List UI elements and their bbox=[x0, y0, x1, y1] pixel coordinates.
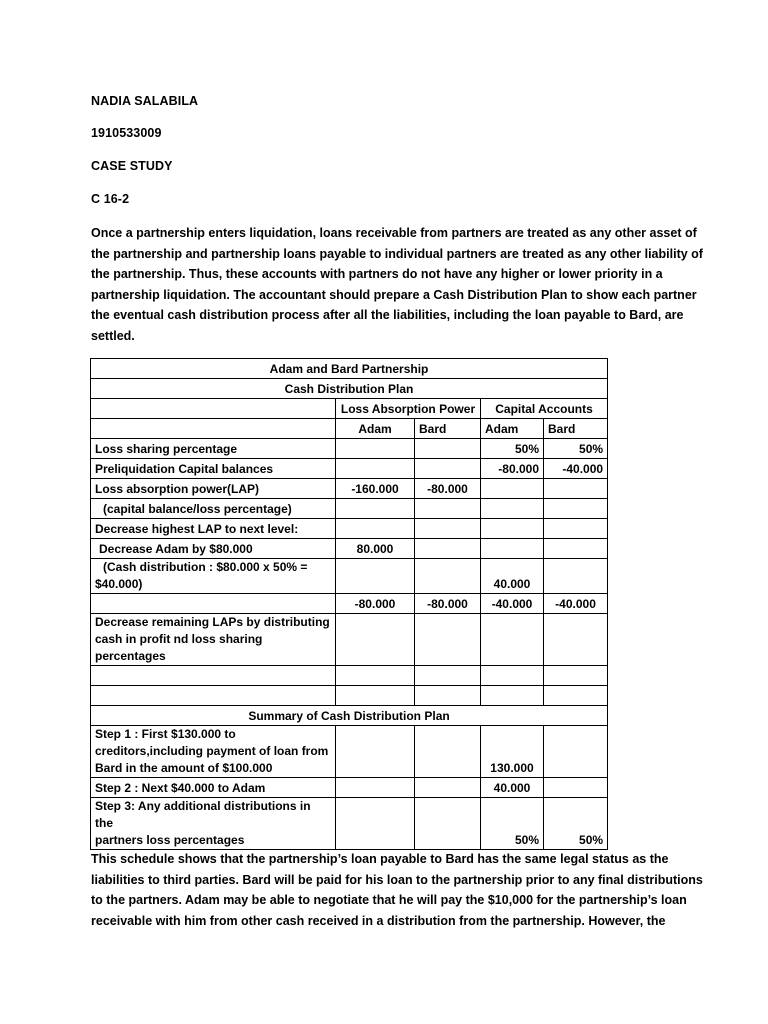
cell-value: 50% bbox=[544, 798, 608, 850]
col-header-cap-adam: Adam bbox=[481, 419, 544, 439]
paragraph-line: Once a partnership enters liquidation, loans receivable from partners are treated as any other asset of bbox=[91, 226, 697, 240]
lap-group-header: Loss Absorption Power bbox=[336, 399, 481, 419]
student-id: 1910533009 bbox=[91, 126, 162, 140]
cell-value: 80.000 bbox=[336, 539, 415, 559]
step-label: Step 1 : First $130.000 to creditors,including payment of loan from Bard in the amount of $100.000 bbox=[91, 726, 336, 778]
column-header-row bbox=[91, 419, 608, 439]
row-label: Loss sharing percentage bbox=[91, 439, 336, 459]
paragraph-line: receivable with him from other cash received in a distribution from the partnership. However, the bbox=[91, 913, 666, 928]
paragraph-line: the eventual cash distribution process after all the liabilities, including the loan payable to Bard, are bbox=[91, 308, 684, 322]
summary-title: Summary of Cash Distribution Plan bbox=[91, 706, 608, 726]
table-row bbox=[91, 479, 608, 499]
summary-row bbox=[91, 726, 608, 778]
table-row bbox=[91, 559, 608, 594]
row-label: Preliquidation Capital balances bbox=[91, 459, 336, 479]
cell-value: -80.000 bbox=[336, 594, 415, 614]
row-label: Decrease highest LAP to next level: bbox=[91, 519, 336, 539]
table-row bbox=[91, 519, 608, 539]
capital-group-header: Capital Accounts bbox=[481, 399, 608, 419]
step-label: Step 2 : Next $40.000 to Adam bbox=[91, 778, 336, 798]
table-row bbox=[91, 459, 608, 479]
cell-value: 40.000 bbox=[481, 559, 544, 594]
summary-title-row bbox=[91, 706, 608, 726]
cell-value: 130.000 bbox=[481, 726, 544, 778]
row-label: Decrease remaining LAPs by distributing cash in profit nd loss sharing percentages bbox=[91, 614, 336, 666]
cell-value: -160.000 bbox=[336, 479, 415, 499]
summary-row bbox=[91, 798, 608, 850]
table-title-row bbox=[91, 359, 608, 379]
col-header-lap-adam: Adam bbox=[336, 419, 415, 439]
cell-value: 40.000 bbox=[481, 778, 544, 798]
table-row bbox=[91, 594, 608, 614]
intro-paragraph bbox=[91, 223, 703, 346]
paragraph-line: This schedule shows that the partnership’s loan payable to Bard has the same legal status as the bbox=[91, 852, 669, 866]
cash-distribution-table bbox=[90, 358, 608, 850]
cell-value: -40.000 bbox=[544, 459, 608, 479]
table-row bbox=[91, 614, 608, 666]
table-row bbox=[91, 499, 608, 519]
outro-paragraph bbox=[91, 849, 703, 931]
row-label: (Cash distribution : $80.000 x 50% = $40.000) bbox=[91, 559, 336, 594]
cell-value: -80.000 bbox=[415, 479, 481, 499]
paragraph-line: partnership liquidation. The accountant should prepare a Cash Distribution Plan to show each partner bbox=[91, 287, 697, 302]
cell-value: 50% bbox=[481, 798, 544, 850]
paragraph-line: the partnership. Thus, these accounts with partners do not have any higher or lower priority in a bbox=[91, 267, 663, 281]
row-label: (capital balance/loss percentage) bbox=[91, 499, 336, 519]
table-row bbox=[91, 439, 608, 459]
group-header-row bbox=[91, 399, 608, 419]
cell-value: -40.000 bbox=[544, 594, 608, 614]
table-subtitle-row bbox=[91, 379, 608, 399]
table-subtitle: Cash Distribution Plan bbox=[91, 379, 608, 399]
step-label: Step 3: Any additional distributions in the partners loss percentages bbox=[91, 798, 336, 850]
row-label: Loss absorption power(LAP) bbox=[91, 479, 336, 499]
empty-row bbox=[91, 686, 608, 706]
cell-value: 50% bbox=[544, 439, 608, 459]
paragraph-line: the partnership and partnership loans payable to individual partners are treated as any other liability of bbox=[91, 246, 703, 261]
document-type: CASE STUDY bbox=[91, 159, 173, 173]
paragraph-line: to the partners. Adam may be able to negotiate that he will pay the $10,000 for the partnership’s loan bbox=[91, 893, 687, 907]
author-name: NADIA SALABILA bbox=[91, 94, 199, 108]
cell-value: -80.000 bbox=[415, 594, 481, 614]
col-header-lap-bard: Bard bbox=[415, 419, 481, 439]
row-label: Decrease Adam by $80.000 bbox=[91, 539, 336, 559]
table-row bbox=[91, 539, 608, 559]
paragraph-line: settled. bbox=[91, 328, 135, 343]
table-title: Adam and Bard Partnership bbox=[91, 359, 608, 379]
cell-value: -40.000 bbox=[481, 594, 544, 614]
summary-row bbox=[91, 778, 608, 798]
empty-row bbox=[91, 666, 608, 686]
cell-value: 50% bbox=[481, 439, 544, 459]
case-number: C 16-2 bbox=[91, 192, 130, 206]
col-header-cap-bard: Bard bbox=[544, 419, 608, 439]
paragraph-line: liabilities to third parties. Bard will be paid for his loan to the partnership prior to any final distributions bbox=[91, 872, 703, 887]
cell-value: -80.000 bbox=[481, 459, 544, 479]
